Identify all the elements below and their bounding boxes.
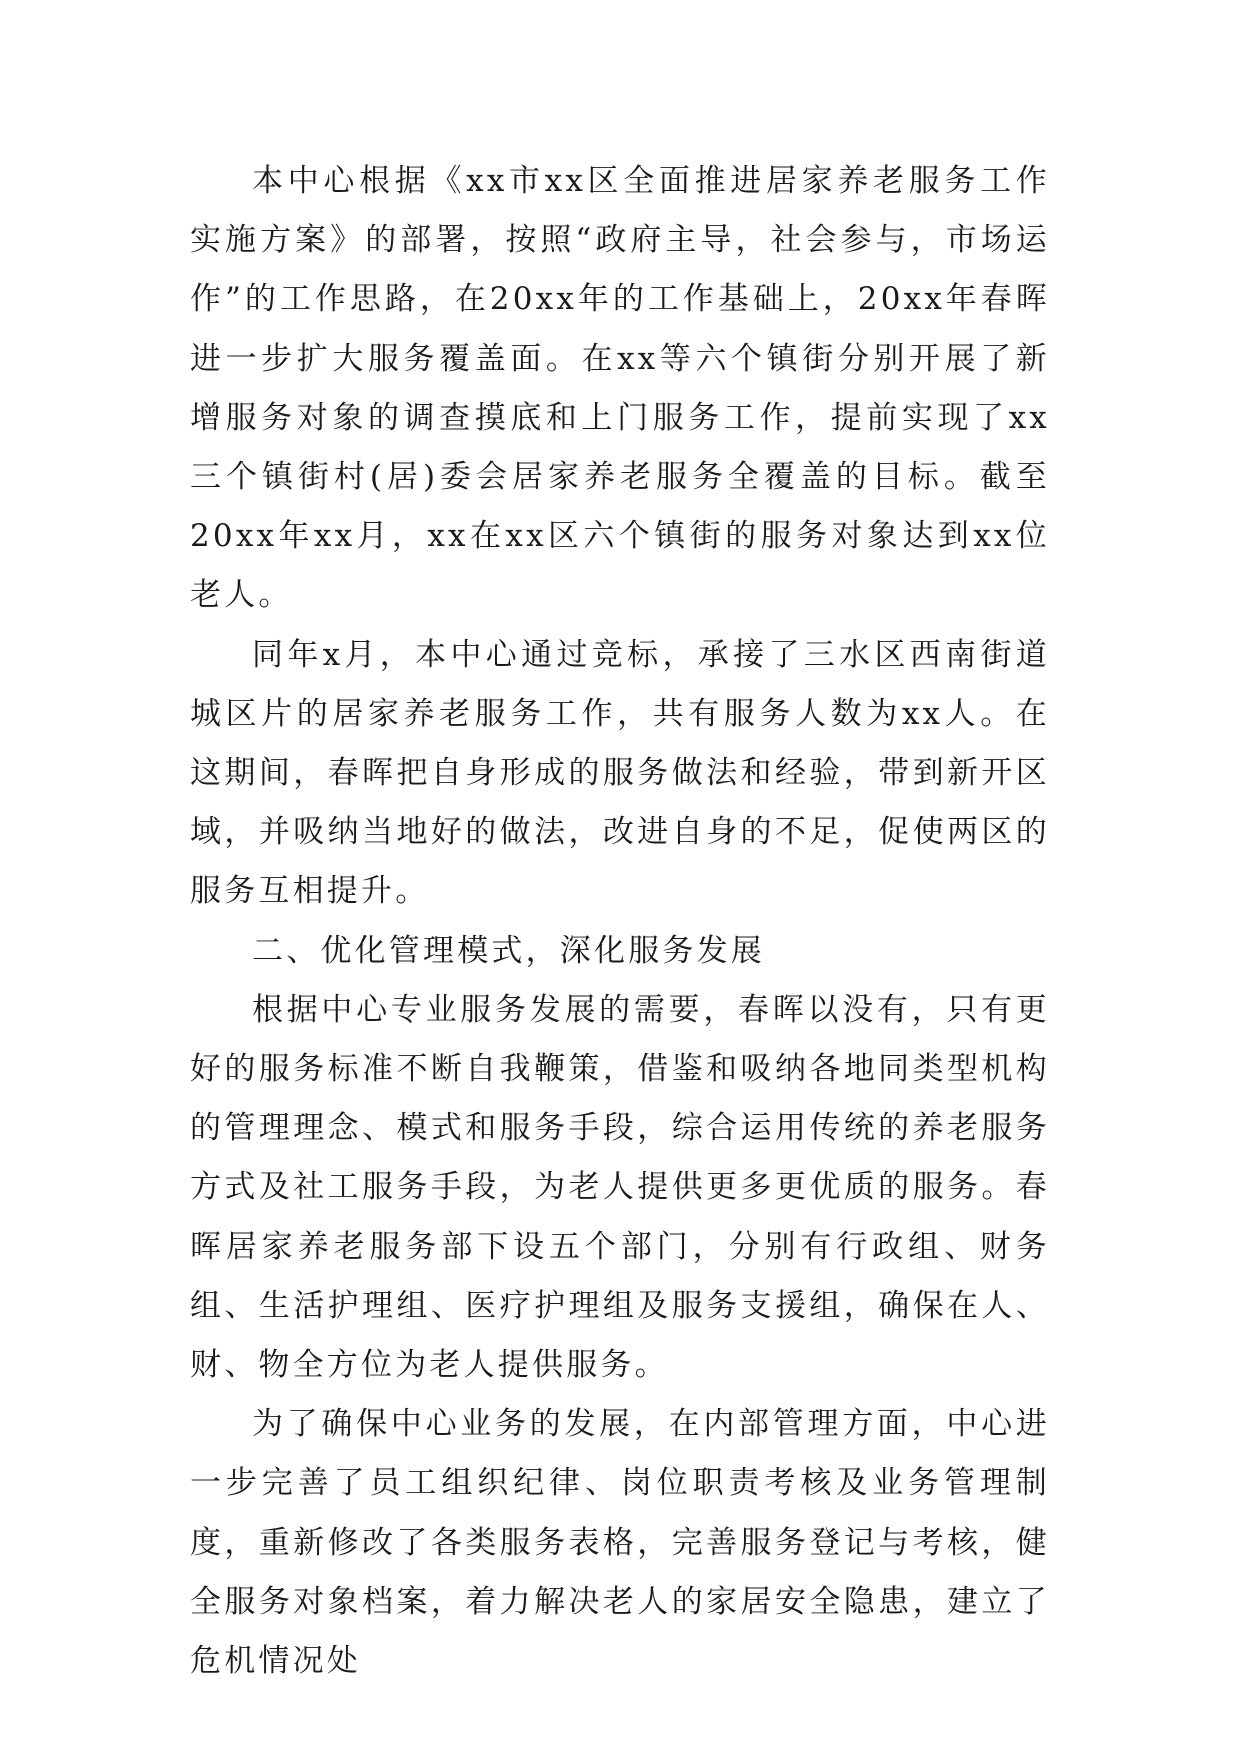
paragraph-1: 本中心根据《xx市xx区全面推进居家养老服务工作实施方案》的部署，按照“政府主导，社会参与，市场运作”的工作思路，在20xx年的工作基础上，20xx年春晖进一步扩大服务覆盖面。在xx等六个镇街分别开展了新增服务对象的调查摸底和上门服务工作，提前实现了xx三个镇街村(居)委会居家养老服务全覆盖的目标。截至20xx年xx月，xx在xx区六个镇街的服务对象达到xx位老人。 [190, 163, 1050, 614]
section-heading: 二、优化管理模式，深化服务发展 [252, 932, 765, 969]
paragraph-2: 同年x月，本中心通过竞标，承接了三水区西南街道城区片的居家养老服务工作，共有服务人数为xx人。在这期间，春晖把自身形成的服务做法和经验，带到新开区域，并吸纳当地好的做法，改进自身的不足，促使两区的服务互相提升。 [190, 636, 1050, 910]
paragraph-3: 根据中心专业服务发展的需要，春晖以没有，只有更好的服务标准不断自我鞭策，借鉴和吸纳各地同类型机构的管理理念、模式和服务手段，综合运用传统的养老服务方式及社工服务手段，为老人提供更多更优质的服务。春晖居家养老服务部下设五个部门，分别有行政组、财务组、生活护理组、医疗护理组及服务支援组，确保在人、财、物全方位为老人提供服务。 [190, 991, 1050, 1384]
document-body [190, 152, 1050, 1691]
paragraph-4: 为了确保中心业务的发展，在内部管理方面，中心进一步完善了员工组织纪律、岗位职责考核及业务管理制度，重新修改了各类服务表格，完善服务登记与考核，健全服务对象档案，着力解决老人的家居安全隐患，建立了危机情况处 [190, 1406, 1050, 1680]
